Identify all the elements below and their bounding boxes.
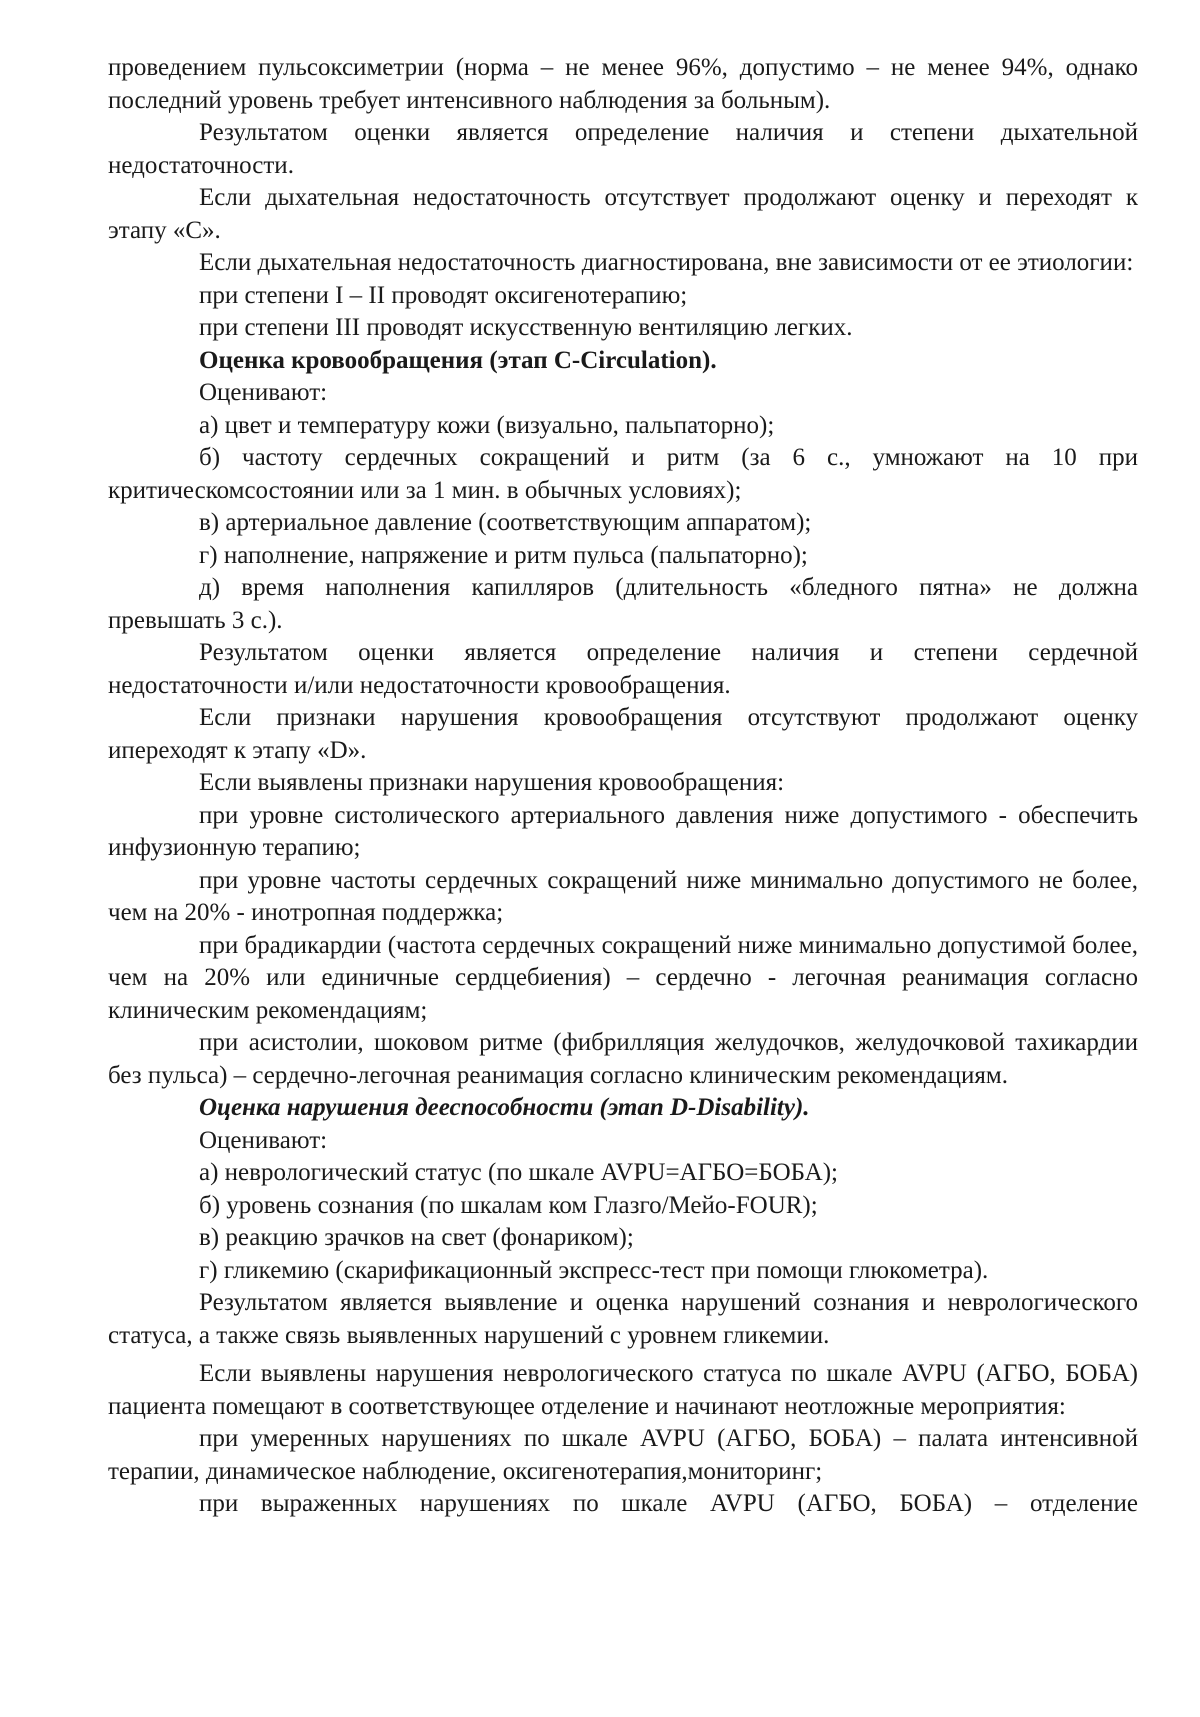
paragraph: Если выявлены нарушения неврологического статуса по шкале AVPU (АГБО, БОБА) пациента помещают в соответствующее отделение и начинают неотложные мероприятия: [108, 1360, 1138, 1420]
list-item: г) гликемию (скарификационный экспресс-тест при помощи глюкометра). [199, 1256, 989, 1284]
list-item: при уровне систолического артериального давления ниже допустимого - обеспечить инфузионную терапию; [108, 801, 1138, 861]
section-heading: Оценка кровообращения (этап С-Circulation). [199, 346, 717, 374]
paragraph: Если дыхательная недостаточность отсутствует продолжают оценку и переходят к этапу «С». [108, 184, 1138, 244]
list-item: в) реакцию зрачков на свет (фонариком); [199, 1224, 634, 1251]
section-heading: Оценка нарушения дееспособности (этап D-Disability). [199, 1094, 810, 1121]
list-item: при брадикардии (частота сердечных сокращений ниже минимально допустимой более, чем на 20% или единичные сердцебиения) – сердечно - легочная реанимация согласно клиническим рекомендациям; [108, 931, 1138, 1024]
list-item: при асистолии, шоковом ритме (фибрилляция желудочков, желудочковой тахикардии без пульса) – сердечно-легочная реанимация согласно клиническим рекомендациям. [108, 1029, 1138, 1089]
list-item: а) неврологический статус (по шкале AVPU=АГБО=БОБА); [199, 1159, 838, 1186]
list-item: а) цвет и температуру кожи (визуально, пальпаторно); [199, 411, 775, 439]
list-item: д) время наполнения капилляров (длительность «бледного пятна» не должна превышать 3 с.). [108, 574, 1138, 634]
paragraph: Результатом является выявление и оценка нарушений сознания и неврологического статуса, а также связь выявленных нарушений с уровнем гликемии. [108, 1289, 1138, 1349]
paragraph: Оценивают: [199, 1126, 328, 1154]
paragraph: Если выявлены признаки нарушения кровообращения: [199, 769, 785, 796]
list-item: г) наполнение, напряжение и ритм пульса (пальпаторно); [199, 541, 808, 569]
list-item: при степени III проводят искусственную вентиляцию легких. [199, 314, 853, 341]
paragraph: Оценивают: [199, 379, 328, 406]
list-item: б) частоту сердечных сокращений и ритм (за 6 с., умножают на 10 при критическомсостоянии или за 1 мин. в обычных условиях); [108, 444, 1138, 504]
document-page [108, 52, 1138, 1521]
paragraph: Результатом оценки является определение наличия и степени сердечной недостаточности и/или недостаточности кровообращения. [108, 639, 1138, 699]
list-item: при выраженных нарушениях по шкале AVPU (АГБО, БОБА) – отделение [199, 1490, 1138, 1517]
list-item: в) артериальное давление (соответствующим аппаратом); [199, 509, 812, 536]
list-item: при степени I – II проводят оксигенотерапию; [199, 281, 688, 309]
paragraph: Если признаки нарушения кровообращения отсутствуют продолжают оценку ипереходят к этапу «D». [108, 704, 1138, 764]
paragraph: Результатом оценки является определение наличия и степени дыхательной недостаточности. [108, 119, 1138, 179]
list-item: при умеренных нарушениях по шкале AVPU (АГБО, БОБА) – палата интенсивной терапии, динамическое наблюдение, оксигенотерапия,мониторинг; [108, 1425, 1138, 1485]
list-item: при уровне частоты сердечных сокращений ниже минимально допустимого не более, чем на 20% - инотропная поддержка; [108, 866, 1138, 926]
paragraph: Если дыхательная недостаточность диагностирована, вне зависимости от ее этиологии: [199, 249, 1134, 276]
list-item: б) уровень сознания (по шкалам ком Глазго/Мейо-FOUR); [199, 1191, 818, 1219]
paragraph: проведением пульсоксиметрии (норма – не менее 96%, допустимо – не менее 94%, однако последний уровень требует интенсивного наблюдения за больным). [108, 54, 1138, 114]
